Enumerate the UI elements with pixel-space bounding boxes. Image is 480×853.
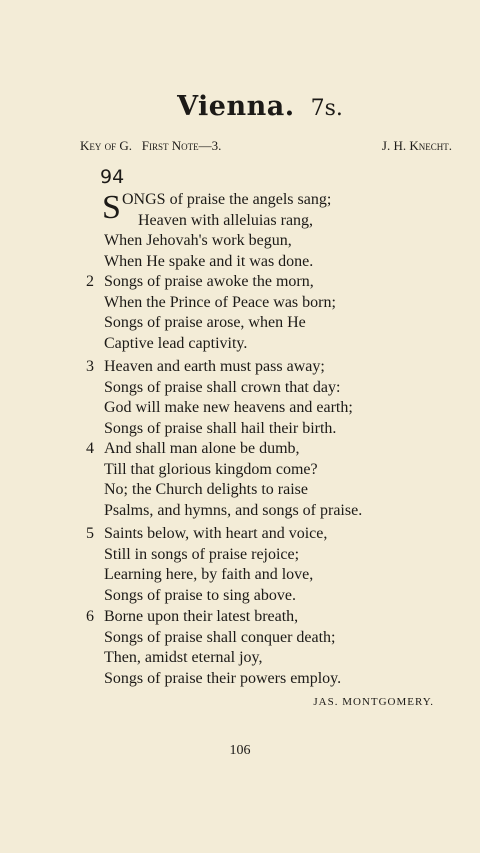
verse-line: Captive lead captivity.: [104, 334, 248, 352]
drop-cap: S: [102, 189, 121, 226]
verse-line: Songs of praise their powers employ.: [104, 669, 342, 687]
author-attribution: JAS. MONTGOMERY.: [313, 696, 434, 708]
verse-line: Songs of praise shall crown that day:: [104, 378, 341, 396]
verse-line: Songs of praise awoke the morn,: [104, 273, 314, 290]
verse-line: Songs of praise shall conquer death;: [104, 628, 336, 646]
verse-6: [86, 607, 341, 689]
verse-number: 6: [86, 608, 94, 625]
verse-number: 5: [86, 525, 94, 542]
verse-line: Heaven and earth must pass away;: [104, 358, 325, 375]
verse-line: Heaven with alleluias rang,: [138, 211, 314, 229]
tune-name: Vienna.: [177, 91, 295, 122]
verse-line: God will make new heavens and earth;: [104, 399, 353, 416]
verse-2: [86, 272, 336, 354]
hymn-meta-row: [80, 137, 452, 155]
verse-1: [86, 190, 331, 272]
verse-line: Then, amidst eternal joy,: [104, 649, 263, 666]
page-number: 106: [229, 743, 251, 758]
verse-line: Songs of praise shall hail their birth.: [104, 419, 337, 437]
verse-line: Borne upon their latest breath,: [104, 608, 299, 625]
verse-line: Still in songs of praise rejoice;: [104, 545, 300, 563]
verse-line: When He spake and it was done.: [104, 252, 314, 270]
verse-number: 2: [86, 273, 94, 290]
verse-line: Songs of praise to sing above.: [104, 586, 296, 604]
composer: J. H. Knecht.: [381, 138, 452, 153]
verse-line: Songs of praise arose, when He: [104, 314, 306, 331]
verse-line: Saints below, with heart and voice,: [104, 525, 328, 542]
verse-number: 4: [86, 440, 94, 457]
hymn-title-row: [0, 92, 480, 124]
verse-3: [86, 357, 353, 439]
verse-5: [86, 524, 327, 606]
key-info: Key of G. First Note—3.: [80, 138, 222, 153]
meter: 7s.: [310, 96, 343, 121]
verse-line: ONGS of praise the angels sang;: [122, 191, 332, 208]
verse-line: When Jehovah's work begun,: [104, 232, 292, 249]
verse-line: Psalms, and hymns, and songs of praise.: [104, 501, 363, 519]
verse-line: When the Prince of Peace was born;: [104, 293, 336, 311]
verse-line: No; the Church delights to raise: [104, 481, 308, 498]
verse-line: Learning here, by faith and love,: [104, 566, 314, 583]
verse-number: 3: [86, 358, 94, 375]
verse-line: Till that glorious kingdom come?: [104, 460, 318, 478]
hymn-number: 94: [100, 166, 125, 188]
verse-line: And shall man alone be dumb,: [104, 440, 300, 457]
verse-4: [86, 439, 362, 521]
